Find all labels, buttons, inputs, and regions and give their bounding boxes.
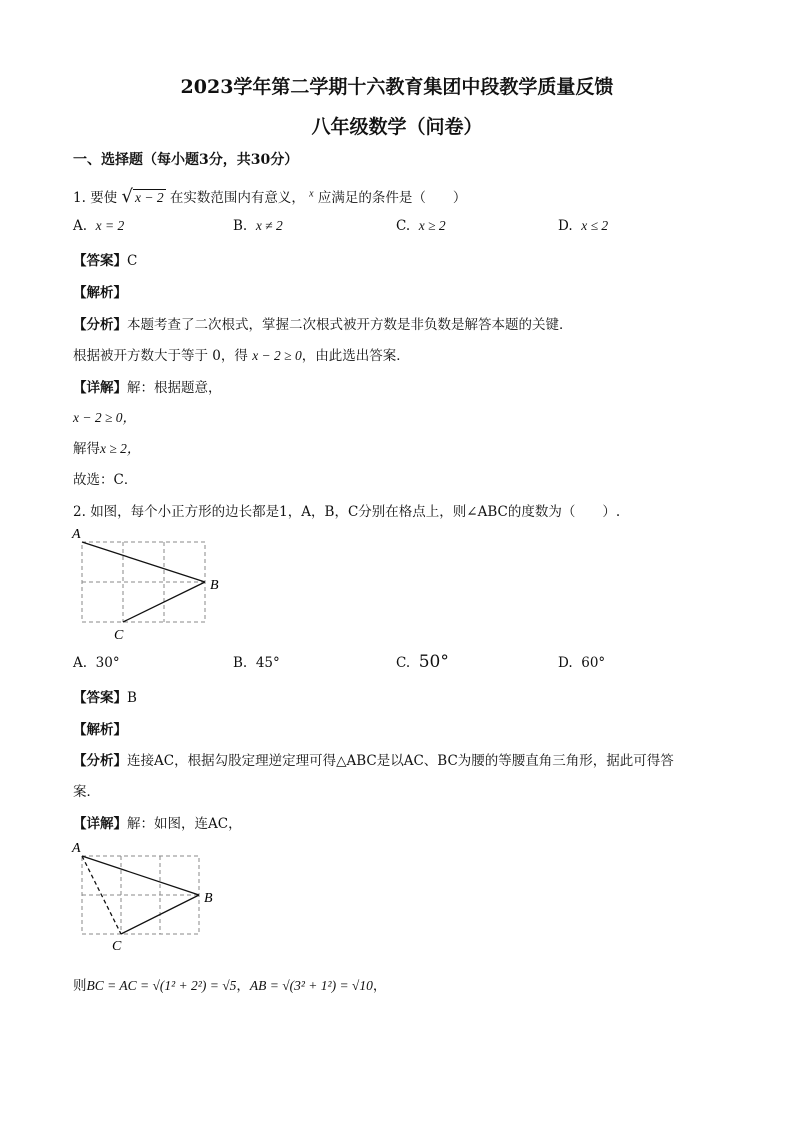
q1-stem-c: 应满足的条件是（ ） xyxy=(317,190,467,206)
q1-stem-a: 要使 xyxy=(90,190,118,206)
q2-option-b: B. 45° xyxy=(233,655,280,671)
q1-stem: 1. 要使 √ x − 2 在实数范围内有意义， $^x$ 应满足的条件是（ ） xyxy=(73,186,467,207)
q1-radicand: x − 2 xyxy=(134,190,164,205)
section-heading: 一、选择题（每小题3分，共30分） xyxy=(73,152,299,168)
q1-option-d: D. x ≤ 2 xyxy=(558,218,609,234)
q2-analysis-tag: 【解析】 xyxy=(73,722,127,738)
point-b-label: B xyxy=(210,578,219,593)
segment-ab xyxy=(82,542,205,582)
q1-step3: 故选：C． xyxy=(73,472,138,488)
q2-option-d: D. 60° xyxy=(558,655,606,671)
q1-number: 1. xyxy=(73,190,86,206)
q2-number: 2. xyxy=(73,504,86,520)
point-b-label-2: B xyxy=(204,891,213,906)
point-c-label-2: C xyxy=(112,939,122,954)
q2-fenxi-line2: 案． xyxy=(73,784,100,800)
q1-analysis-tag: 【解析】 xyxy=(73,285,127,301)
q1-var-x: x xyxy=(309,188,314,200)
point-c-label: C xyxy=(114,628,124,643)
point-a-label: A xyxy=(72,527,81,542)
q1-option-c: C. x ≥ 2 xyxy=(396,218,446,234)
page-subtitle: 八年级数学（问卷） xyxy=(311,116,483,138)
q1-step2: 解得x ≥ 2， xyxy=(73,441,141,457)
q2-detail: 【详解】解：如图，连AC， xyxy=(73,816,242,832)
q1-fenxi: 【分析】本题考查了二次根式，掌握二次根式被开方数是非负数是解答本题的关键． xyxy=(73,317,573,333)
q1-answer: 【答案】C xyxy=(73,253,138,269)
q2-stem: 2. 如图，每个小正方形的边长都是1，A，B，C分别在格点上，则∠ABC的度数为（ ）. xyxy=(73,504,621,520)
q1-detail: 【详解】解：根据题意， xyxy=(73,380,222,396)
segment-ab-2 xyxy=(82,856,199,895)
q1-reason: 根据被开方数大于等于 0，得 x − 2 ≥ 0，由此选出答案． xyxy=(73,348,410,364)
grid-lines-2 xyxy=(82,856,199,934)
point-a-label-2: A xyxy=(72,841,81,856)
q2-grid-figure-2 xyxy=(68,838,228,954)
q1-option-a: A. x = 2 xyxy=(73,218,125,234)
q2-grid-figure xyxy=(68,522,228,644)
q1-step1: x − 2 ≥ 0， xyxy=(73,410,137,425)
q1-stem-b: 在实数范围内有意义， xyxy=(169,190,305,206)
q2-calculation: 则BC = AC = √(1² + 2²) = √5，AB = √(3² + 1²) = √10， xyxy=(73,978,387,994)
q2-fenxi-line1: 【分析】连接AC，根据勾股定理逆定理可得△ABC是以AC、BC为腰的等腰直角三角形，据此可得答 xyxy=(73,753,674,769)
page-title: 2023学年第二学期十六教育集团中段教学质量反馈 xyxy=(180,76,614,98)
q2-option-c: C. 50° xyxy=(396,652,449,672)
q2-answer: 【答案】B xyxy=(73,690,137,706)
grid-lines xyxy=(82,542,205,622)
q1-option-b: B. x ≠ 2 xyxy=(233,218,283,234)
q2-option-a: A. 30° xyxy=(73,655,120,671)
